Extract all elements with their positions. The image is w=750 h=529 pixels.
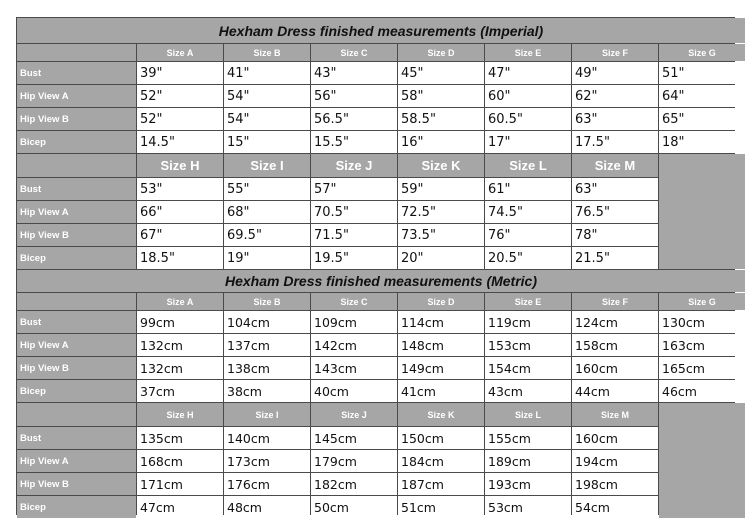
measurement-cell: 148cm	[398, 334, 484, 356]
row-label: Bicep	[17, 247, 136, 269]
measurement-cell: 56"	[311, 85, 397, 107]
size-header: Size K	[398, 154, 484, 177]
measurement-cell: 160cm	[572, 427, 658, 449]
measurement-cell: 132cm	[137, 357, 223, 379]
size-header: Size C	[311, 293, 397, 310]
measurement-cell: 15"	[224, 131, 310, 153]
measurement-cell: 51cm	[398, 496, 484, 518]
measurement-cell: 53cm	[485, 496, 571, 518]
size-header: Size E	[485, 293, 571, 310]
size-header: Size D	[398, 293, 484, 310]
header-corner	[17, 154, 136, 177]
measurement-cell: 135cm	[137, 427, 223, 449]
measurement-cell: 51"	[659, 62, 745, 84]
size-header: Size F	[572, 293, 658, 310]
measurement-cell: 104cm	[224, 311, 310, 333]
section-title: Hexham Dress finished measurements (Imperial)	[17, 18, 745, 43]
measurements-table	[16, 17, 735, 515]
measurement-cell: 58"	[398, 85, 484, 107]
header-corner	[17, 403, 136, 426]
size-header: Size A	[137, 293, 223, 310]
measurement-cell: 21.5"	[572, 247, 658, 269]
measurement-cell: 55"	[224, 178, 310, 200]
measurement-cell: 16"	[398, 131, 484, 153]
row-label: Bust	[17, 427, 136, 449]
size-header: Size L	[485, 403, 571, 426]
row-label: Hip View A	[17, 450, 136, 472]
measurement-cell: 68"	[224, 201, 310, 223]
size-header: Size M	[572, 403, 658, 426]
measurement-cell: 48cm	[224, 496, 310, 518]
measurement-cell: 62"	[572, 85, 658, 107]
measurement-cell: 173cm	[224, 450, 310, 472]
measurement-cell: 58.5"	[398, 108, 484, 130]
measurement-cell: 49"	[572, 62, 658, 84]
measurement-cell: 44cm	[572, 380, 658, 402]
measurement-cell: 168cm	[137, 450, 223, 472]
measurement-cell: 52"	[137, 108, 223, 130]
measurement-cell: 18"	[659, 131, 745, 153]
measurement-cell: 114cm	[398, 311, 484, 333]
measurement-cell: 78"	[572, 224, 658, 246]
measurement-cell: 50cm	[311, 496, 397, 518]
measurement-cell: 53"	[137, 178, 223, 200]
measurement-cell: 64"	[659, 85, 745, 107]
measurement-cell: 198cm	[572, 473, 658, 495]
measurement-cell: 153cm	[485, 334, 571, 356]
measurement-cell: 149cm	[398, 357, 484, 379]
measurement-cell: 193cm	[485, 473, 571, 495]
measurement-cell: 158cm	[572, 334, 658, 356]
measurement-cell: 184cm	[398, 450, 484, 472]
row-label: Bicep	[17, 496, 136, 518]
measurement-cell: 76.5"	[572, 201, 658, 223]
measurement-cell: 109cm	[311, 311, 397, 333]
row-label: Bust	[17, 62, 136, 84]
row-label: Hip View A	[17, 85, 136, 107]
measurement-cell: 19"	[224, 247, 310, 269]
measurement-cell: 14.5"	[137, 131, 223, 153]
measurement-cell: 73.5"	[398, 224, 484, 246]
measurement-cell: 138cm	[224, 357, 310, 379]
size-header: Size D	[398, 44, 484, 61]
measurement-cell: 40cm	[311, 380, 397, 402]
row-label: Bicep	[17, 380, 136, 402]
measurement-cell: 20"	[398, 247, 484, 269]
measurement-cell: 182cm	[311, 473, 397, 495]
size-header: Size J	[311, 154, 397, 177]
measurement-cell: 140cm	[224, 427, 310, 449]
measurement-cell: 57"	[311, 178, 397, 200]
measurement-cell: 71.5"	[311, 224, 397, 246]
measurement-cell: 37cm	[137, 380, 223, 402]
measurement-cell: 46cm	[659, 380, 745, 402]
size-header: Size B	[224, 44, 310, 61]
measurement-cell: 171cm	[137, 473, 223, 495]
measurement-cell: 74.5"	[485, 201, 571, 223]
measurement-cell: 187cm	[398, 473, 484, 495]
measurement-cell: 76"	[485, 224, 571, 246]
row-label: Hip View B	[17, 108, 136, 130]
measurement-cell: 150cm	[398, 427, 484, 449]
measurement-cell: 142cm	[311, 334, 397, 356]
size-header: Size L	[485, 154, 571, 177]
row-label: Hip View B	[17, 473, 136, 495]
size-header: Size I	[224, 154, 310, 177]
measurement-cell: 176cm	[224, 473, 310, 495]
measurement-cell: 119cm	[485, 311, 571, 333]
size-header: Size M	[572, 154, 658, 177]
measurement-cell: 189cm	[485, 450, 571, 472]
row-label: Hip View B	[17, 357, 136, 379]
row-label: Hip View A	[17, 334, 136, 356]
measurement-cell: 63"	[572, 178, 658, 200]
size-header: Size G	[659, 44, 745, 61]
measurement-cell: 18.5"	[137, 247, 223, 269]
size-header: Size I	[224, 403, 310, 426]
measurement-cell: 165cm	[659, 357, 745, 379]
measurement-cell: 54cm	[572, 496, 658, 518]
measurement-cell: 66"	[137, 201, 223, 223]
size-header: Size F	[572, 44, 658, 61]
measurement-cell: 143cm	[311, 357, 397, 379]
row-label: Bust	[17, 178, 136, 200]
measurement-cell: 38cm	[224, 380, 310, 402]
measurement-cell: 56.5"	[311, 108, 397, 130]
measurement-cell: 54"	[224, 108, 310, 130]
measurement-cell: 41"	[224, 62, 310, 84]
filler-cell	[659, 154, 745, 269]
header-corner	[17, 293, 136, 310]
measurement-cell: 155cm	[485, 427, 571, 449]
measurement-cell: 163cm	[659, 334, 745, 356]
size-header: Size H	[137, 154, 223, 177]
measurement-cell: 47cm	[137, 496, 223, 518]
measurement-cell: 63"	[572, 108, 658, 130]
measurement-cell: 45"	[398, 62, 484, 84]
filler-cell	[659, 403, 745, 518]
measurement-cell: 39"	[137, 62, 223, 84]
row-label: Hip View A	[17, 201, 136, 223]
size-header: Size K	[398, 403, 484, 426]
measurement-cell: 15.5"	[311, 131, 397, 153]
size-header: Size A	[137, 44, 223, 61]
measurement-cell: 17"	[485, 131, 571, 153]
measurement-cell: 17.5"	[572, 131, 658, 153]
row-label: Bust	[17, 311, 136, 333]
measurement-cell: 72.5"	[398, 201, 484, 223]
measurement-cell: 43cm	[485, 380, 571, 402]
measurement-cell: 59"	[398, 178, 484, 200]
measurement-cell: 52"	[137, 85, 223, 107]
measurement-cell: 20.5"	[485, 247, 571, 269]
measurement-cell: 132cm	[137, 334, 223, 356]
measurement-cell: 47"	[485, 62, 571, 84]
section-title: Hexham Dress finished measurements (Metric)	[17, 270, 745, 292]
row-label: Bicep	[17, 131, 136, 153]
measurement-cell: 99cm	[137, 311, 223, 333]
measurement-cell: 60"	[485, 85, 571, 107]
measurement-cell: 194cm	[572, 450, 658, 472]
measurement-cell: 124cm	[572, 311, 658, 333]
header-corner	[17, 44, 136, 61]
measurement-cell: 67"	[137, 224, 223, 246]
size-header: Size B	[224, 293, 310, 310]
size-header: Size G	[659, 293, 745, 310]
measurement-cell: 137cm	[224, 334, 310, 356]
size-header: Size J	[311, 403, 397, 426]
measurement-cell: 130cm	[659, 311, 745, 333]
measurement-cell: 43"	[311, 62, 397, 84]
measurement-cell: 61"	[485, 178, 571, 200]
row-label: Hip View B	[17, 224, 136, 246]
measurement-cell: 60.5"	[485, 108, 571, 130]
measurement-cell: 145cm	[311, 427, 397, 449]
size-header: Size E	[485, 44, 571, 61]
measurement-cell: 19.5"	[311, 247, 397, 269]
measurement-cell: 41cm	[398, 380, 484, 402]
measurement-cell: 54"	[224, 85, 310, 107]
size-header: Size C	[311, 44, 397, 61]
measurement-cell: 65"	[659, 108, 745, 130]
measurement-cell: 70.5"	[311, 201, 397, 223]
measurement-cell: 179cm	[311, 450, 397, 472]
measurement-cell: 69.5"	[224, 224, 310, 246]
measurement-cell: 154cm	[485, 357, 571, 379]
measurement-cell: 160cm	[572, 357, 658, 379]
size-header: Size H	[137, 403, 223, 426]
